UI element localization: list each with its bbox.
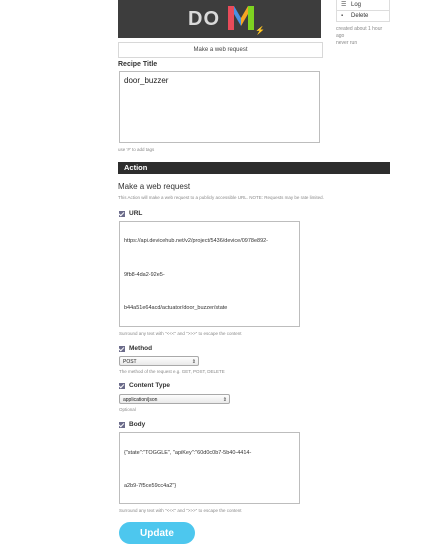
logo-text: DO [188,8,220,30]
content-type-field-label: Content Type [119,382,170,389]
checkbox-icon [119,346,125,352]
tags-hint: use '#' to add tags [118,147,155,152]
url-field-label: URL [119,210,142,217]
action-description: This Action will make a web request to a publicly accessible URL. NOTE: Requests may be rate limited. [118,195,324,200]
body-line: {"state":"TOGGLE", "apiKey":"60d0c0b7-5b40-4414- [124,450,252,456]
recipe-preview-image [118,0,321,38]
side-item-label: Delete [351,13,369,19]
body-line: a2b9-7f5ce59cc4a2"} [124,483,177,489]
side-item-label: Log [351,2,362,8]
bolt-icon: ⚡ [255,26,265,35]
method-hint: The method of the request e.g. GET, POST, DELETE [119,369,225,374]
url-line: b44a51e64acd/actuator/door_buzzer/state [124,305,228,311]
checkbox-icon [119,383,125,389]
update-button[interactable]: Update [119,522,195,544]
side-item-log[interactable] [336,0,390,11]
url-hint: Surround any text with "<<<" and ">>>" to escape the content [119,331,242,336]
side-item-delete[interactable] [336,11,390,22]
preview-caption: Make a web request [118,42,323,58]
url-line: https://api.devicehub.net/v2/project/5436/device/0978e892- [124,238,269,244]
checkbox-icon [119,211,125,217]
action-section-header: Action [118,162,390,174]
devicehub-logo-icon [228,6,254,30]
url-textarea[interactable] [119,221,300,327]
action-title: Make a web request [118,182,191,191]
recipe-title-input[interactable]: door_buzzer [119,71,320,143]
method-select[interactable]: POST ⇕ [119,356,199,366]
chevron-updown-icon: ⇕ [191,359,196,365]
side-menu [336,0,390,22]
content-type-select[interactable]: application/json ⇕ [119,394,230,404]
recipe-status-note: created about 1 hour ago never run [336,26,383,46]
body-field-label: Body [119,421,145,428]
body-textarea[interactable] [119,432,300,504]
method-field-label: Method [119,345,152,352]
checkbox-icon [119,422,125,428]
url-line: 9fb8-4da2-92e5- [124,272,165,278]
trash-icon: ▪ [341,13,344,19]
chevron-updown-icon: ⇕ [222,397,227,403]
body-hint: Surround any text with "<<<" and ">>>" to escape the content [119,508,242,513]
content-type-hint: Optional [119,407,136,412]
recipe-title-label: Recipe Title [118,61,158,68]
list-icon: ☰ [341,2,347,8]
